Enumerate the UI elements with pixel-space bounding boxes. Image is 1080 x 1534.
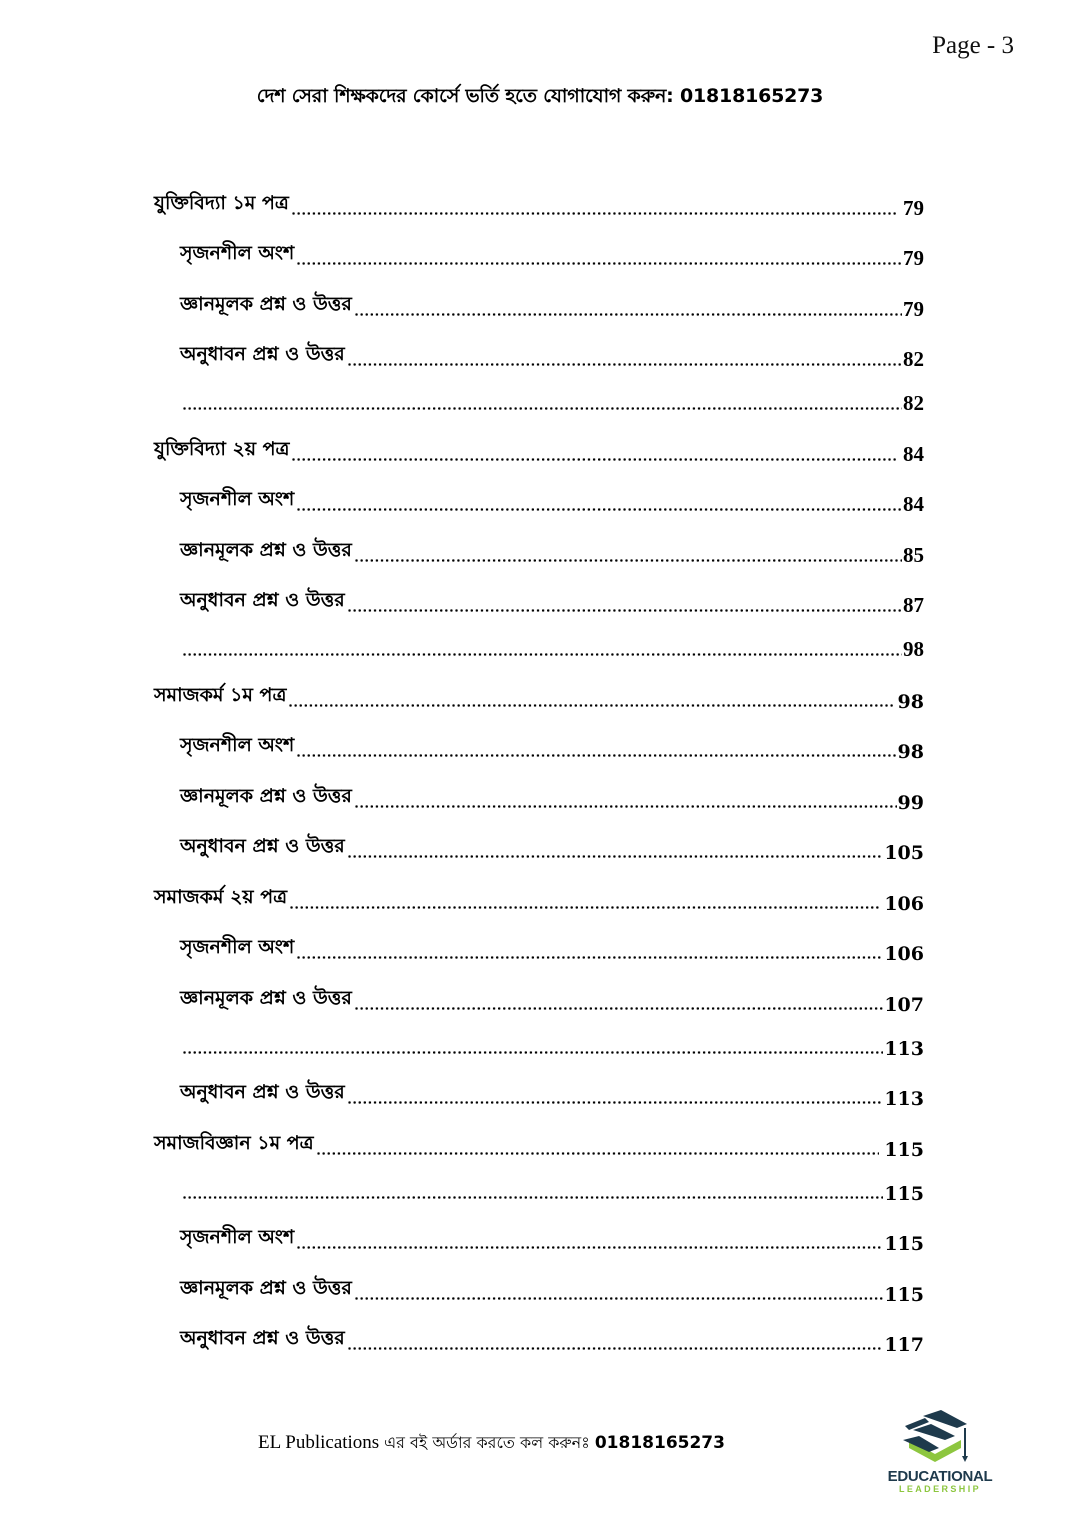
dot-leader: [296, 491, 902, 513]
toc-entry-label: সৃজনশীল অংশ: [180, 734, 295, 756]
banner-phone: 01818165273: [679, 85, 824, 107]
toc-entry-page: 79: [903, 296, 924, 321]
dot-leader: [289, 889, 879, 911]
toc-entry-label: জ্ঞানমূলক প্রশ্ন ও উত্তর: [180, 538, 352, 561]
toc-entry[interactable]: [154, 915, 924, 966]
dot-leader: [354, 1280, 883, 1302]
toc-entry-page: 82: [903, 347, 924, 371]
toc-entry-page: 106: [884, 892, 924, 915]
dot-leader: [347, 838, 884, 860]
toc-entry-page: 113: [884, 1088, 924, 1110]
toc-entry-label: যুক্তিবিদ্যা ২য় পত্র: [154, 437, 290, 460]
toc-entry-page: 106: [884, 943, 924, 965]
toc-entry-label: অনুধাবন প্রশ্ন ও উত্তর: [180, 835, 345, 857]
footer-phone: 01818165273: [594, 1433, 725, 1453]
footer-publisher: EL Publications: [258, 1432, 384, 1453]
footer-order-line: [258, 1430, 725, 1457]
toc-entry-label: জ্ঞানমূলক প্রশ্ন ও উত্তর: [180, 784, 352, 807]
educational-leadership-logo: [878, 1410, 1002, 1505]
dot-leader: [354, 990, 883, 1012]
dot-leader: [354, 296, 902, 318]
logo-sub-text: LEADERSHIP: [898, 1484, 981, 1494]
toc-entry-page: 99: [897, 791, 924, 814]
dot-leader: [288, 687, 892, 709]
toc-entry-page: 115: [884, 1233, 924, 1255]
toc-entry-page: 115: [884, 1182, 924, 1205]
toc-entry[interactable]: [154, 221, 924, 272]
toc-entry[interactable]: [154, 965, 924, 1016]
toc-entry-label: অনুধাবন প্রশ্ন ও উত্তর: [180, 1327, 345, 1349]
toc-entry-page: 84: [903, 441, 924, 466]
footer-text: এর বই অর্ডার করতে কল করুনঃ: [383, 1433, 595, 1452]
toc-entry[interactable]: [154, 1161, 924, 1205]
toc-entry-page: 82: [903, 391, 924, 415]
toc-entry-page: 115: [884, 1138, 924, 1161]
toc-entry-label: সমাজকর্ম ২য় পত্র: [154, 885, 288, 908]
toc-entry-label: অনুধাবন প্রশ্ন ও উত্তর: [180, 343, 345, 365]
toc-entry-page: 84: [903, 492, 924, 516]
dot-leader: [291, 441, 898, 463]
dot-leader: [182, 1179, 883, 1201]
toc-entry[interactable]: [154, 713, 924, 764]
toc-entry-label: অনুধাবন প্রশ্ন ও উত্তর: [180, 1081, 345, 1103]
toc-entry[interactable]: [154, 1205, 924, 1256]
page-number: Page - 3: [932, 32, 1014, 59]
dot-leader: [354, 788, 897, 810]
toc-entry-label: জ্ঞানমূলক প্রশ্ন ও উত্তর: [180, 292, 352, 315]
toc-entry[interactable]: [154, 864, 924, 915]
toc-entry[interactable]: [154, 467, 924, 518]
toc-entry-label: সমাজকর্ম ১ম পত্র: [154, 683, 287, 706]
toc-entry-page: 98: [897, 690, 924, 713]
toc-entry[interactable]: [154, 372, 924, 416]
dot-leader: [182, 1034, 883, 1056]
toc-entry-page: 115: [884, 1283, 924, 1306]
toc-entry-label: সৃজনশীল অংশ: [180, 242, 295, 264]
toc-entry[interactable]: [154, 1060, 924, 1111]
graduation-cap-e-icon: [895, 1410, 985, 1466]
toc-entry-page: 98: [897, 741, 924, 763]
dot-leader: [296, 737, 896, 759]
dot-leader: [316, 1135, 880, 1157]
dot-leader: [296, 939, 883, 961]
toc-entry[interactable]: [154, 814, 924, 865]
toc-entry-page: 79: [903, 246, 924, 270]
logo-brand-text: EDUCATIONAL: [887, 1468, 993, 1485]
dot-leader: [182, 636, 902, 658]
toc-entry-label: জ্ঞানমূলক প্রশ্ন ও উত্তর: [180, 1276, 352, 1299]
table-of-contents: [154, 170, 924, 1356]
toc-entry[interactable]: [154, 618, 924, 662]
toc-entry-page: 98: [903, 637, 924, 661]
dot-leader: [347, 1330, 884, 1352]
toc-entry-page: 105: [884, 842, 924, 864]
toc-entry-label: সমাজবিজ্ঞান ১ম পত্র: [154, 1131, 314, 1154]
dot-leader: [347, 346, 902, 368]
toc-entry[interactable]: [154, 662, 924, 713]
toc-entry-page: 113: [884, 1037, 924, 1060]
toc-entry-page: 87: [903, 593, 924, 617]
toc-entry[interactable]: [154, 416, 924, 467]
toc-entry[interactable]: [154, 763, 924, 814]
toc-entry-label: যুক্তিবিদ্যা ১ম পত্র: [154, 191, 289, 214]
course-contact-banner: [0, 82, 1080, 114]
dot-leader: [347, 592, 902, 614]
toc-entry[interactable]: [154, 568, 924, 619]
toc-entry-page: 85: [903, 542, 924, 567]
toc-entry[interactable]: [154, 170, 924, 221]
toc-entry-page: 117: [884, 1334, 924, 1356]
toc-entry[interactable]: [154, 1110, 924, 1161]
toc-entry[interactable]: [154, 1306, 924, 1357]
toc-entry-label: সৃজনশীল অংশ: [180, 936, 295, 958]
toc-entry[interactable]: [154, 1016, 924, 1060]
dot-leader: [296, 1229, 883, 1251]
toc-entry-label: অনুধাবন প্রশ্ন ও উত্তর: [180, 589, 345, 611]
dot-leader: [347, 1084, 884, 1106]
toc-entry-label: সৃজনশীল অংশ: [180, 488, 295, 510]
toc-entry[interactable]: [154, 517, 924, 568]
dot-leader: [296, 245, 902, 267]
toc-entry-page: 79: [903, 195, 924, 220]
dot-leader: [291, 195, 898, 217]
toc-entry-label: জ্ঞানমূলক প্রশ্ন ও উত্তর: [180, 986, 352, 1009]
dot-leader: [182, 390, 902, 412]
toc-entry-label: সৃজনশীল অংশ: [180, 1226, 295, 1248]
toc-entry-page: 107: [884, 993, 924, 1016]
banner-text: দেশ সেরা শিক্ষকদের কোর্সে ভর্তি হতে যোগাযোগ করুন:: [256, 85, 680, 107]
toc-entry[interactable]: [154, 322, 924, 373]
toc-entry[interactable]: [154, 271, 924, 322]
toc-entry[interactable]: [154, 1255, 924, 1306]
dot-leader: [354, 542, 902, 564]
